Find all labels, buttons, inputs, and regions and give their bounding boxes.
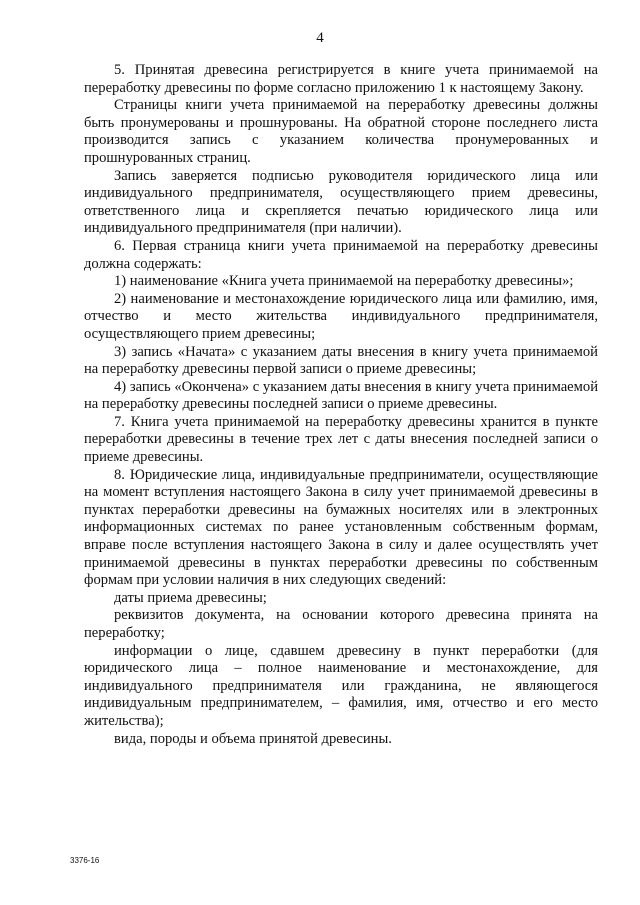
paragraph-5: 5. Принятая древесина регистрируется в книге учета принимаемой на переработку древесины по форме согласно приложению 1 к настоящему Закону. (84, 62, 598, 96)
paragraph-signature: Запись заверяется подписью руководителя юридического лица или индивидуального предпринимателя, осуществляющего прием древесины, ответственного лица и скрепляется печатью юридического лица или индивидуального предпринимателя (при наличии). (84, 167, 598, 237)
list-item-1: 1) наименование «Книга учета принимаемой на переработку древесины»; (114, 273, 574, 290)
document-code: 3376-16 (70, 856, 100, 865)
document-body (84, 62, 598, 748)
list-item-2: 2) наименование и местонахождение юридического лица или фамилию, имя, отчество и место жительства индивидуального предпринимателя, осуществляющего прием древесины; (84, 290, 598, 342)
paragraph-7: 7. Книга учета принимаемой на переработку древесины хранится в пункте переработки древесины в течение трех лет с даты внесения последней записи о приеме древесины. (84, 413, 598, 466)
info-item-date: даты приема древесины; (114, 589, 267, 606)
info-item-wood: вида, породы и объема принятой древесины. (114, 730, 392, 747)
paragraph-6: 6. Первая страница книги учета принимаемой на переработку древесины должна содержать: (84, 237, 598, 272)
list-item-4: 4) запись «Окончена» с указанием даты внесения в книгу учета принимаемой на переработку древесины последней записи о приеме древесины. (84, 378, 598, 413)
paragraph-pages: Страницы книги учета принимаемой на переработку древесины должны быть пронумерованы и прошнурованы. На обратной стороне последнего листа производится запись с указанием количества пронумерованных и прошнурованных страниц. (84, 97, 598, 166)
list-item-3: 3) запись «Начата» с указанием даты внесения в книгу учета принимаемой на переработку древесины первой записи о приеме древесины; (84, 343, 598, 378)
info-item-document: реквизитов документа, на основании которого древесина принята на переработку; (84, 607, 598, 641)
page-number: 4 (316, 30, 324, 46)
paragraph-8: 8. Юридические лица, индивидуальные предприниматели, осуществляющие на момент вступления настоящего Закона в силу учет принимаемой древесины в пунктах переработки древесины на бумажных носителях или в электронных информационных системах по ранее установленным собственным формам, вправе после вступления настоящего Закона в силу и далее осуществлять учет принимаемой древесины в пунктах переработки древесины по собственным формам при условии наличия в них следующих сведений: (84, 466, 598, 589)
info-item-person: информации о лице, сдавшем древесину в пункт переработки (для юридического лица – полное наименование и местонахождение, для индивидуального предпринимателя или гражданина, не являющегося индивидуальным предпринимателем, – фамилия, имя, отчество и его место жительства); (84, 642, 598, 729)
